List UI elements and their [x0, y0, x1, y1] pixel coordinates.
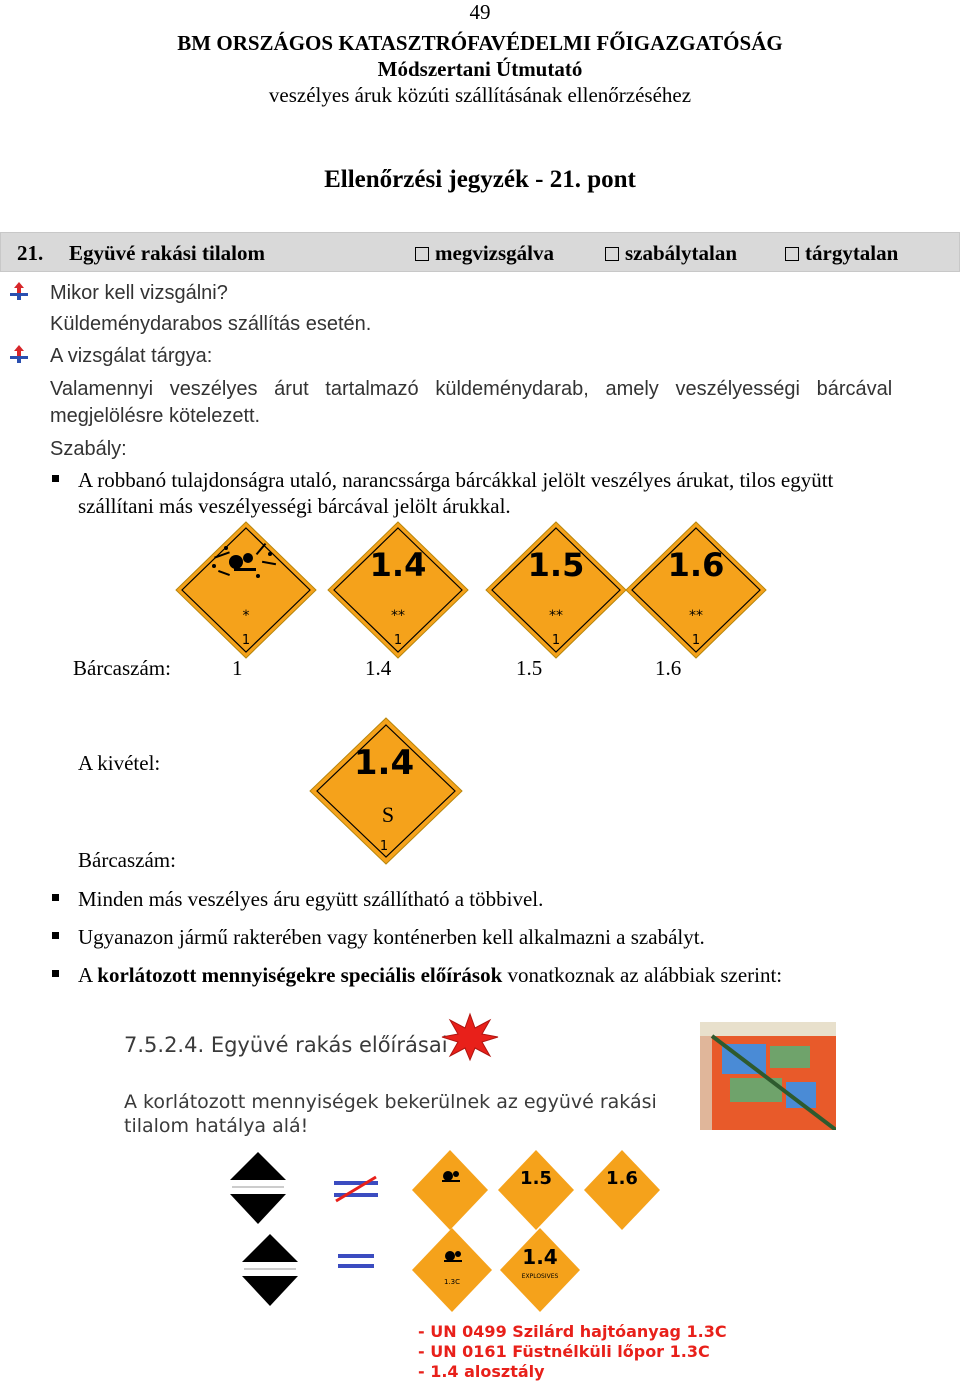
placard-1-6 — [624, 520, 768, 660]
square-bullet-icon — [52, 894, 59, 901]
placard-star: ** — [391, 608, 405, 624]
agency-name: BM ORSZÁGOS KATASZTRÓFAVÉDELMI FŐIGAZGATÓSÁG — [177, 31, 783, 55]
slide-placard-row2 — [412, 1226, 584, 1316]
placard-star: ** — [549, 608, 563, 624]
svg-text:1.3C: 1.3C — [443, 1278, 461, 1286]
square-bullet-icon — [52, 475, 59, 482]
placard-1-4 — [326, 520, 470, 660]
placard-group: 1 — [551, 633, 561, 648]
checklist-bar — [0, 232, 960, 272]
placard-1-4-s — [306, 716, 466, 866]
arrow-bullet-icon — [10, 345, 28, 363]
placard-1-5-mini — [498, 1150, 574, 1230]
slide-note-2: - UN 0161 Füstnélküli lőpor 1.3C — [418, 1342, 710, 1361]
checkbox-icon[interactable] — [415, 247, 429, 261]
placard-star: ** — [689, 608, 703, 624]
slide-notice-line1: A korlátozott mennyiségek bekerülnek az együvé rakási — [124, 1091, 657, 1113]
bullet-2: Ugyanazon jármű rakterében vagy konténerben kell alkalmazni a szabályt. — [78, 925, 705, 949]
option-irregular[interactable]: szabálytalan — [605, 241, 737, 266]
placard-1-5 — [484, 520, 628, 660]
checklist-title: Együvé rakási tilalom — [69, 241, 266, 265]
limited-quantity-mark-icon — [228, 1150, 288, 1228]
option-inspected[interactable]: megvizsgálva — [415, 241, 554, 266]
placard-division: 1.4 — [353, 743, 415, 783]
placard-1-6-mini — [584, 1150, 660, 1230]
label-number-1-4: 1.4 — [365, 656, 392, 680]
placard-letter: S — [381, 802, 395, 827]
document-subtitle: veszélyes áruk közúti szállításának ellenőrzéséhez — [268, 83, 692, 107]
placard-division: 1.6 — [667, 546, 725, 584]
checklist-number: 21. — [17, 241, 44, 265]
segregation-table-image — [700, 1022, 836, 1130]
placard-group: 1 — [393, 633, 403, 648]
slide-note-3: - 1.4 alosztály — [418, 1362, 545, 1381]
rule1-line1: A robbanó tulajdonságra utaló, narancssárga bárcákkal jelölt veszélyes árukat, tilos együtt — [78, 468, 834, 492]
placard-explosive-mini — [412, 1150, 488, 1230]
bullet-3: A korlátozott mennyiségekre speciális előírások vonatkoznak az alábbiak szerint: — [78, 963, 783, 987]
label-number-1-6: 1.6 — [655, 656, 682, 680]
svg-text:1.4: 1.4 — [522, 1245, 558, 1269]
subject-answer-line1: Valamennyi veszélyes árut tartalmazó küldeménydarab, amely veszélyességi bárcával — [50, 378, 893, 400]
when-answer: Küldeménydarabos szállítás esetén. — [50, 313, 372, 335]
placard-1-4-explosives-mini — [500, 1228, 580, 1312]
placard-group: 1 — [379, 839, 389, 854]
checkbox-icon[interactable] — [785, 247, 799, 261]
option-not-applicable[interactable]: tárgytalan — [785, 241, 898, 266]
slide-title: 7.5.2.4. Együvé rakás előírásai — [124, 1033, 448, 1057]
svg-text:1.6: 1.6 — [606, 1168, 638, 1189]
equals-icon — [330, 1175, 382, 1205]
section-title: Ellenőrzési jegyzék - 21. pont — [324, 166, 636, 193]
svg-text:EXPLOSIVES: EXPLOSIVES — [521, 1273, 559, 1280]
square-bullet-icon — [52, 932, 59, 939]
page-number: 49 — [469, 0, 491, 24]
svg-text:1.5: 1.5 — [520, 1168, 552, 1189]
exception-caption: A kivétel: — [78, 751, 161, 775]
rule-label: Szabály: — [50, 438, 127, 460]
placard-star: * — [242, 608, 250, 624]
starburst-icon — [440, 1012, 500, 1062]
subject-answer-line2: megjelölésre kötelezett. — [50, 405, 261, 427]
placard-1 — [174, 520, 318, 660]
label-number-caption: Bárcaszám: — [73, 656, 171, 680]
bullet-1: Minden más veszélyes áru együtt szállítható a többivel. — [78, 887, 544, 911]
slide-notice-line2: tilalom hatálya alá! — [124, 1115, 309, 1137]
placard-1-3c-mini — [412, 1228, 492, 1312]
document-type: Módszertani Útmutató — [377, 57, 583, 81]
placard-division: 1.5 — [527, 546, 585, 584]
checkbox-icon[interactable] — [605, 247, 619, 261]
placard-division: 1.4 — [369, 546, 427, 584]
slide-placard-row1 — [412, 1148, 662, 1232]
limited-quantity-mark-icon — [240, 1232, 300, 1310]
arrow-bullet-icon — [10, 282, 28, 300]
placard-group: 1 — [691, 633, 701, 648]
label-number-1-5: 1.5 — [516, 656, 543, 680]
exception-number-caption: Bárcaszám: — [78, 848, 176, 872]
label-number-1: 1 — [232, 656, 243, 680]
slide-note-1: - UN 0499 Szilárd hajtóanyag 1.3C — [418, 1322, 727, 1341]
placard-group: 1 — [241, 633, 251, 648]
subject-question: A vizsgálat tárgya: — [50, 345, 213, 367]
equals-icon — [336, 1250, 376, 1272]
square-bullet-icon — [52, 970, 59, 977]
when-question: Mikor kell vizsgálni? — [50, 282, 228, 304]
rule1-line2: szállítani más veszélyességi bárcával jelölt árukkal. — [78, 494, 511, 518]
